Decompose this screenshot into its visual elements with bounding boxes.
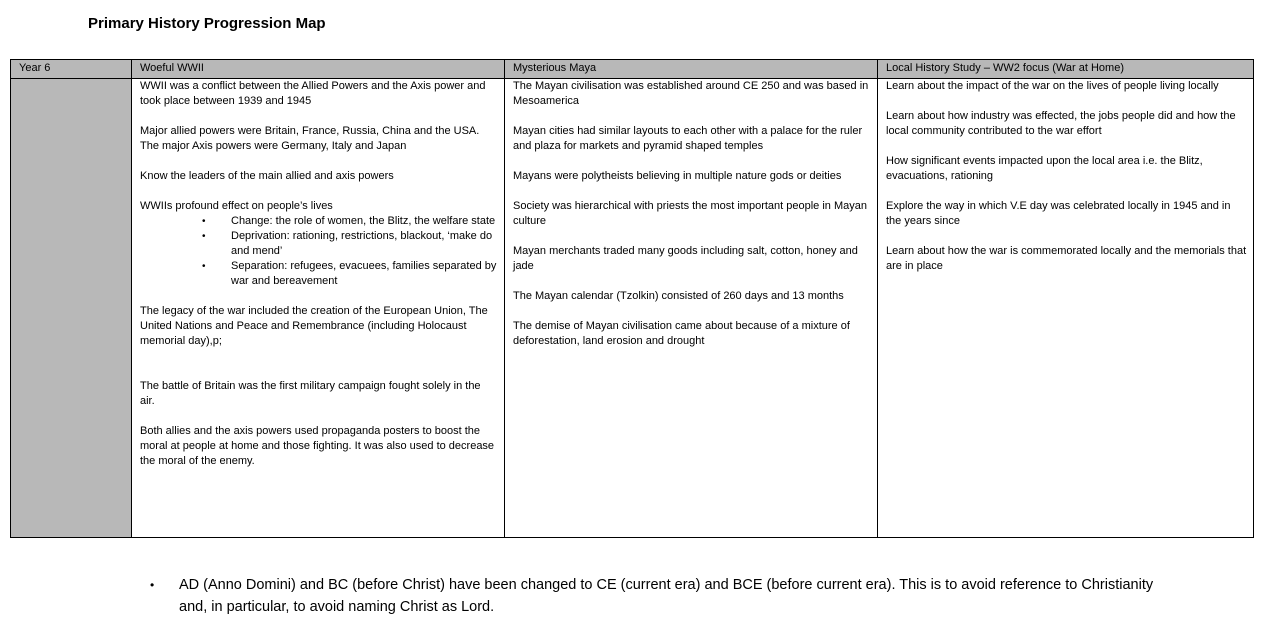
table-body-row	[11, 79, 1254, 538]
local-text: Learn about the impact of the war on the lives of people living locally	[886, 80, 1219, 92]
wwii-text: WWIIs profound effect on people’s lives	[140, 200, 333, 212]
local-text: Learn about how industry was effected, the jobs people did and how the local community contributed to the war effort	[886, 110, 1236, 137]
page-title: Primary History Progression Map	[88, 15, 326, 32]
list-item-text: Separation: refugees, evacuees, families separated by war and bereavement	[231, 260, 497, 287]
wwii-cell	[132, 79, 505, 538]
list-item	[140, 214, 498, 229]
wwii-text: Know the leaders of the main allied and axis powers	[140, 170, 394, 182]
column-header-wwii: Woeful WWII	[132, 60, 505, 79]
local-text: Learn about how the war is commemorated locally and the memorials that are in place	[886, 245, 1247, 272]
local-text: Explore the way in which V.E day was celebrated locally in 1945 and in the years since	[886, 200, 1231, 227]
era-note-text: AD (Anno Domini) and BC (before Christ) have been changed to CE (current era) and BCE (before current era). This is to avoid reference to Christianity and, in particular, to avoid naming Christ as Lord.	[179, 577, 1154, 615]
bullet-icon: •	[202, 261, 206, 272]
era-note	[150, 574, 1160, 618]
wwii-effects-list	[140, 214, 498, 289]
wwii-text: Both allies and the axis powers used propaganda posters to boost the moral at people at home and those fighting. It was also used to decrease the moral of the enemy.	[140, 425, 495, 467]
bullet-icon: •	[150, 578, 155, 592]
maya-text: Mayan merchants traded many goods including salt, cotton, honey and jade	[513, 245, 858, 272]
year-cell	[11, 79, 132, 538]
table-header-row	[11, 60, 1254, 79]
local-cell	[878, 79, 1254, 538]
list-item	[140, 229, 498, 259]
progression-table	[10, 59, 1254, 538]
wwii-text: The battle of Britain was the first military campaign fought solely in the air.	[140, 380, 481, 407]
list-item-text: Deprivation: rationing, restrictions, blackout, ‘make do and mend’	[231, 230, 493, 257]
year-label: Year 6	[11, 60, 132, 79]
maya-text: Society was hierarchical with priests the most important people in Mayan culture	[513, 200, 867, 227]
maya-text: Mayan cities had similar layouts to each other with a palace for the ruler and plaza for markets and pyramid shaped temples	[513, 125, 863, 152]
bullet-icon: •	[202, 216, 206, 227]
wwii-text: Major allied powers were Britain, France, Russia, China and the USA. The major Axis powers were Germany, Italy and Japan	[140, 125, 480, 152]
column-header-maya: Mysterious Maya	[505, 60, 878, 79]
list-item	[140, 259, 498, 289]
list-item-text: Change: the role of women, the Blitz, the welfare state	[231, 215, 496, 227]
wwii-text: The legacy of the war included the creation of the European Union, The United Nations and Peace and Remembrance (including Holocaust memorial day),p;	[140, 305, 488, 347]
column-header-local: Local History Study – WW2 focus (War at Home)	[878, 60, 1254, 79]
bullet-icon: •	[202, 231, 206, 242]
maya-text: The Mayan calendar (Tzolkin) consisted of 260 days and 13 months	[513, 290, 844, 302]
maya-text: Mayans were polytheists believing in multiple nature gods or deities	[513, 170, 842, 182]
maya-text: The Mayan civilisation was established around CE 250 and was based in Mesoamerica	[513, 80, 869, 107]
maya-text: The demise of Mayan civilisation came about because of a mixture of deforestation, land erosion and drought	[513, 320, 850, 347]
local-text: How significant events impacted upon the local area i.e. the Blitz, evacuations, rationing	[886, 155, 1203, 182]
wwii-text: WWII was a conflict between the Allied Powers and the Axis power and took place between 1939 and 1945	[140, 80, 486, 107]
maya-cell	[505, 79, 878, 538]
